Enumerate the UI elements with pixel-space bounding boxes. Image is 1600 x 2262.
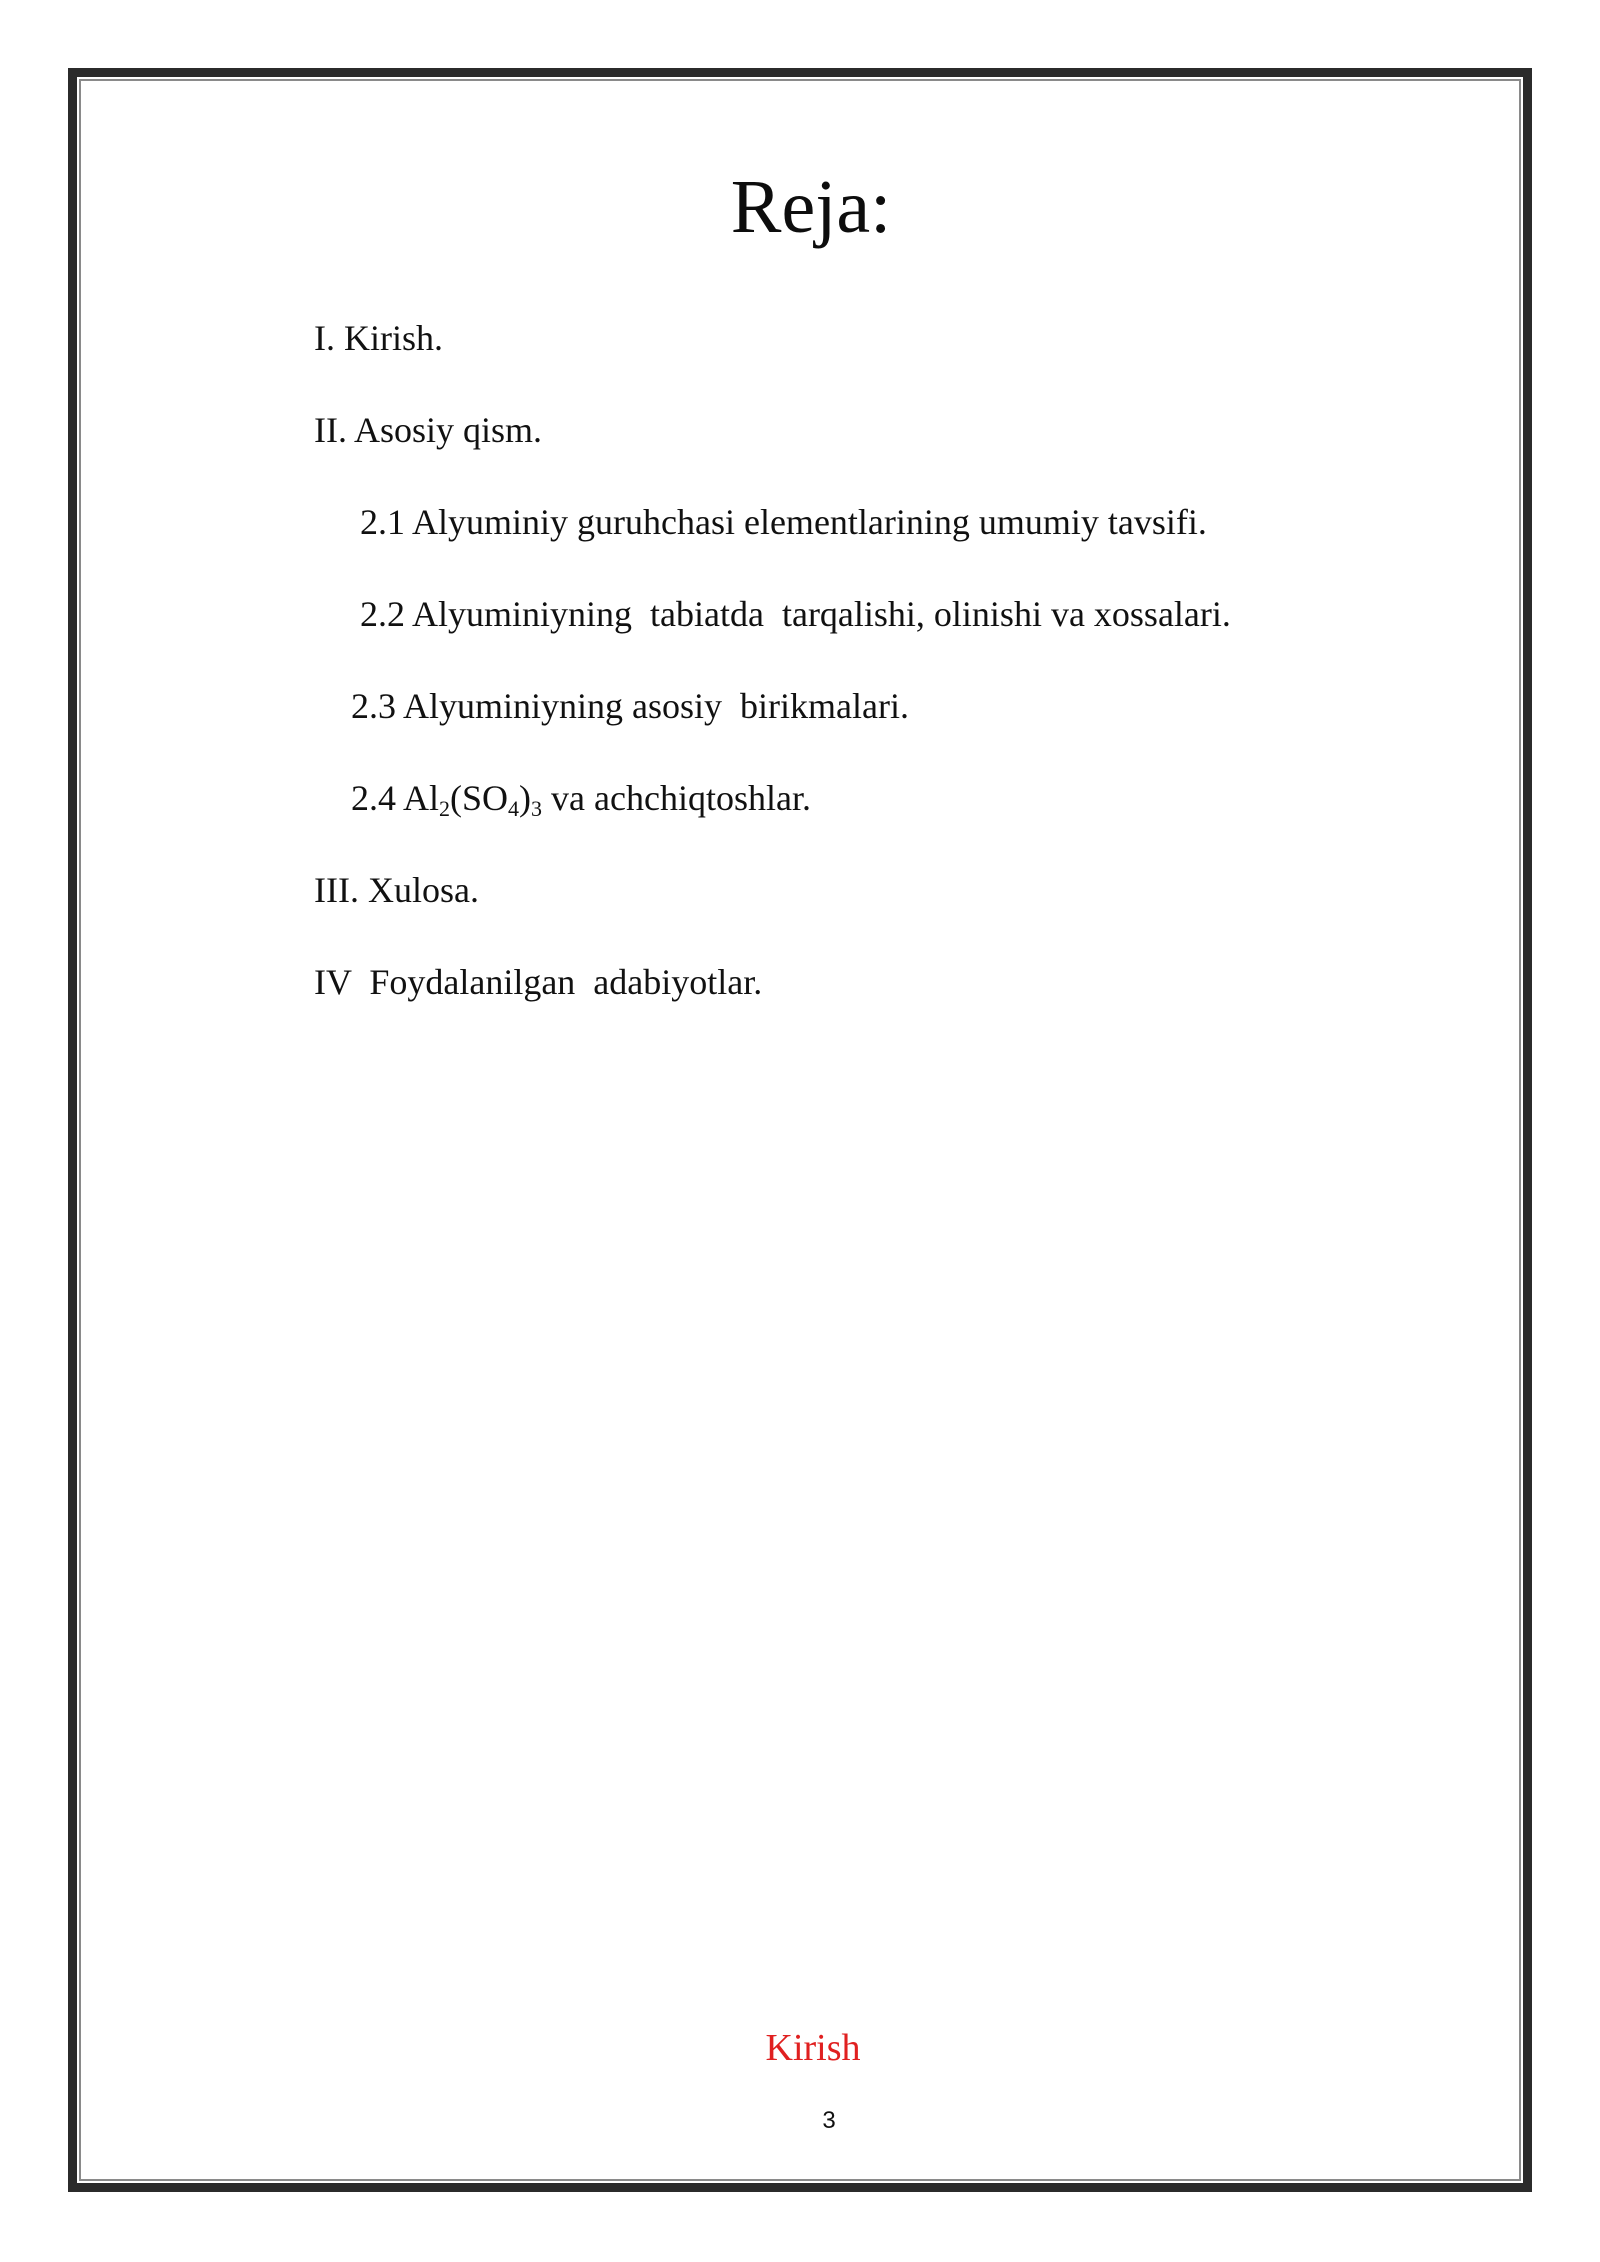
- plan-item-2-4-suffix: va achchiqtoshlar.: [542, 778, 811, 818]
- section-heading-kirish: Kirish: [765, 2027, 861, 2069]
- plan-item-2-4-subscript-group: 3: [531, 796, 543, 821]
- plan-item-2-4-prefix: 2.4 Al: [351, 778, 440, 818]
- plan-list: [314, 314, 1231, 1050]
- plan-item-2-4-mid: (SO: [450, 778, 509, 818]
- plan-item-main-part: II. Asosiy qism.: [314, 410, 543, 450]
- plan-item-intro: I. Kirish.: [314, 318, 443, 358]
- plan-item-references: IV Foydalanilgan adabiyotlar.: [314, 962, 763, 1002]
- page-title: Reja:: [730, 165, 892, 249]
- plan-item-2-3: 2.3 Alyuminiyning asosiy birikmalari.: [351, 686, 909, 726]
- plan-item-2-4-subscript-o: 4: [508, 796, 520, 821]
- plan-item-2-2: 2.2 Alyuminiyning tabiatda tarqalishi, olinishi va xossalari.: [360, 594, 1231, 634]
- plan-item-2-4: [314, 774, 1231, 866]
- plan-item-2-1: 2.1 Alyuminiy guruhchasi elementlarining umumiy tavsifi.: [360, 502, 1207, 542]
- plan-item-2-4-subscript-al: 2: [439, 796, 451, 821]
- plan-item-2-4-close: ): [519, 778, 532, 818]
- page-number: 3: [822, 2107, 836, 2134]
- plan-item-conclusion: III. Xulosa.: [314, 870, 479, 910]
